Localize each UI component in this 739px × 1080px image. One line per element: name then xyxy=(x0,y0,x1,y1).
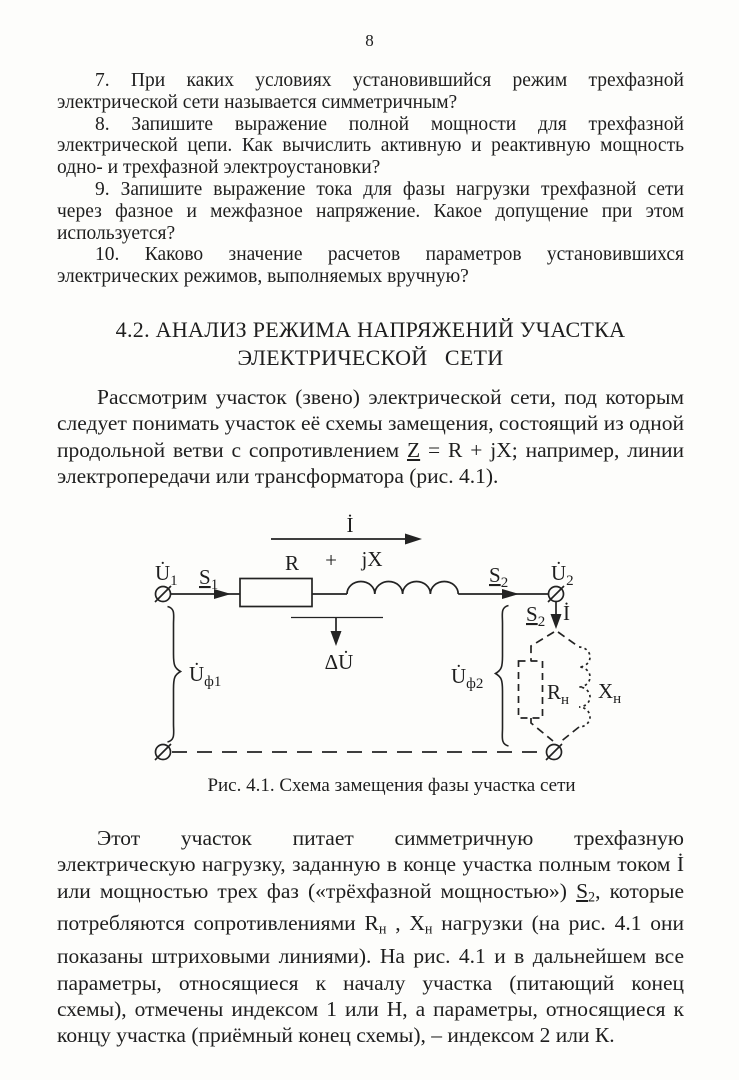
section-heading-line1: 4.2. АНАЛИЗ РЕЖИМА НАПРЯЖЕНИЙ УЧАСТКА xyxy=(115,317,626,342)
closing-paragraph: Этот участок питает симметричную трехфазную электрическую нагрузку, заданную в конце участка полным током İ или мощностью трех фаз («трёхфазной мощностью») S2, которые потребляются сопротивлениями Rн , Xн нагрузки (на рис. 4.1 они показаны штриховыми линиями). На рис. 4.1 и в дальнейшем все параметры, относящиеся к началу участка (питающий конец схемы), отмечены индексом 1 или Н, а параметры, относящиеся к концу участка (приёмный конец схемы), – индексом 2 или К. xyxy=(57,826,685,1048)
intro-paragraph: Рассмотрим участок (звено) электрической сети, под которым следует понимать участок её схемы замещения, состоящий из одной продольной ветви с сопротивлением Z = R + jX; например, линии электропередачи или трансформатора (рис. 4.1). xyxy=(57,385,685,488)
load-resistor-symbol xyxy=(519,661,543,718)
load-current-arrow xyxy=(551,602,562,629)
inductor-symbol xyxy=(347,582,458,595)
terminal-node-top-right xyxy=(548,586,564,602)
voltage-drop-label: ΔU̇ xyxy=(324,650,354,674)
section-heading-line2: ЭЛЕКТРИЧЕСКОЙ СЕТИ xyxy=(237,344,504,370)
question-item-9: 9. Запишите выражение тока для фазы нагрузки трехфазной сети через фазное и межфазное напряжение. Какое допущение при этом используется? xyxy=(57,178,684,244)
question-item-8: 8. Запишите выражение полной мощности для трехфазной электрической цепи. Как вычислить активную и реактивную мощность одно- и трехфазной электроустановки? xyxy=(57,113,684,179)
question-item-7: 7. При каких условиях установившийся режим трехфазной электрической сети называется симметричным? xyxy=(57,70,684,113)
terminal-node-bottom-right xyxy=(546,744,562,760)
i-load-label: İ xyxy=(563,601,570,625)
phase2-brace xyxy=(496,606,509,747)
current-label: İ xyxy=(346,513,354,537)
r-load-label: $R_н$ xyxy=(547,680,570,708)
reactance-label: jX xyxy=(361,547,383,571)
x-load-label: $X_н$ xyxy=(598,679,622,707)
load-lead-left-top xyxy=(531,632,554,661)
question-item-10: 10. Каково значение расчетов параметров установившихся электрических режимов, выполняемых вручную? xyxy=(57,244,684,288)
figure-caption: Рис. 4.1. Схема замещения фазы участка сети xyxy=(207,775,576,796)
page-number: 8 xyxy=(365,31,374,50)
terminal-node-top-left xyxy=(155,586,171,602)
voltage-drop-arrow xyxy=(291,618,383,647)
terminal-node-bottom-left xyxy=(155,744,171,760)
resistance-label: R xyxy=(284,551,300,575)
resistor-symbol xyxy=(240,579,312,607)
u-phase1-label: $U̇_{ф1}$ xyxy=(189,662,222,690)
u1-label: $U̇_1$ xyxy=(155,561,178,589)
circuit-diagram xyxy=(0,500,739,778)
load-lead-right-top xyxy=(558,632,579,647)
phase1-brace xyxy=(168,607,181,743)
load-lead-left-bottom xyxy=(531,718,553,741)
section-heading xyxy=(57,316,684,371)
u-phase2-label: $U̇_{ф2}$ xyxy=(451,664,484,692)
u2-label: $U̇_2$ xyxy=(551,561,574,589)
load-lead-right-bottom xyxy=(559,727,579,743)
s2-load-label: $S_2$ xyxy=(526,602,546,630)
s2-label: $S_2$ xyxy=(489,563,509,591)
questions-list xyxy=(57,70,684,288)
load-reactance-symbol xyxy=(579,647,590,727)
s1-label: $S_1$ xyxy=(199,565,219,593)
plus-label: + xyxy=(325,548,337,572)
